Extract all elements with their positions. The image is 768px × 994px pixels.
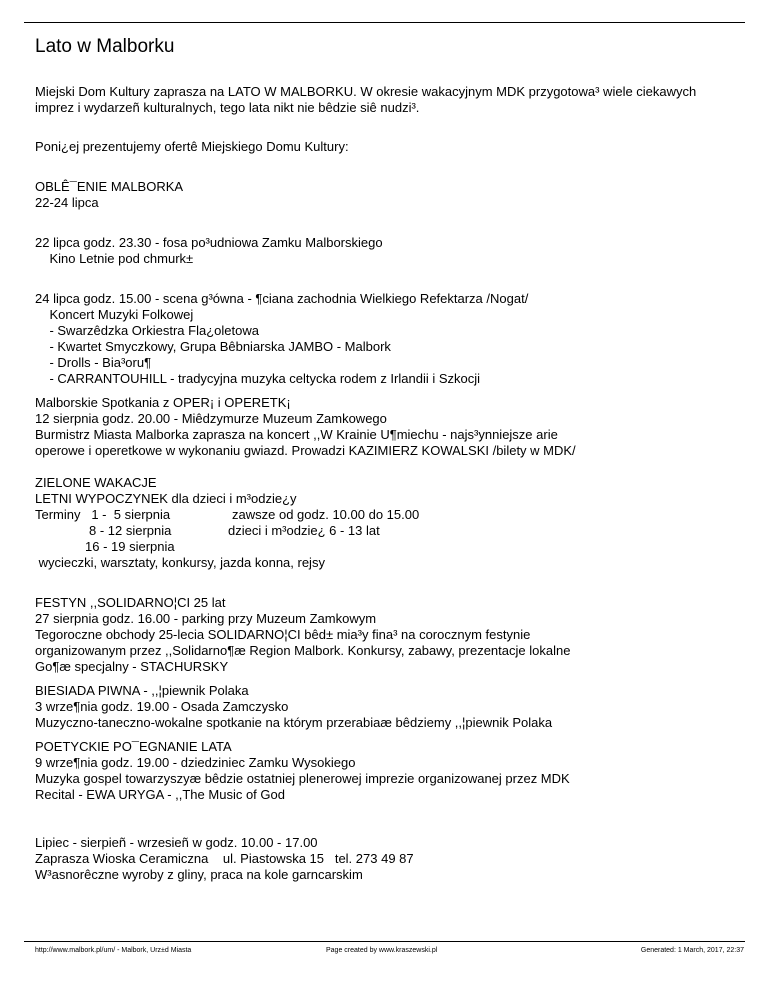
event-line: 27 sierpnia godz. 16.00 - parking przy Muzeum Zamkowym xyxy=(35,611,377,626)
event-line: Tegoroczne obchody 25-lecia SOLIDARNO¦CI bêd± mia³y fina³ na corocznym festynie xyxy=(35,627,531,642)
kino-section xyxy=(35,235,745,267)
event-line: Muzyczno-taneczno-wokalne spotkanie na którym przerabiaæ bêdziemy ,,¦piewnik Polaka xyxy=(35,715,553,730)
event-line: W³asnorêczne wyroby z gliny, praca na kole garncarskim xyxy=(35,867,363,882)
event-line: 3 wrze¶nia godz. 19.00 - Osada Zamczysko xyxy=(35,699,289,714)
event-line: operowe i operetkowe w wykonaniu gwiazd. Prowadzi KAZIMIERZ KOWALSKI /bilety w MDK/ xyxy=(35,443,576,458)
intro-line: imprez i wydarzeñ kulturalnych, tego lata nikt nie bêdzie siê nudzi³. xyxy=(35,100,420,115)
event-line: 9 wrze¶nia godz. 19.00 - dziedziniec Zamku Wysokiego xyxy=(35,755,356,770)
festyn-section xyxy=(35,595,745,675)
footer-source-link[interactable]: http://www.malbork.pl/um/ - Malbork, Urz±d Miasta xyxy=(35,947,192,954)
lead-paragraph xyxy=(35,139,745,155)
lead-line: Poni¿ej prezentujemy ofertê Miejskiego Domu Kultury: xyxy=(35,139,349,154)
opera-section xyxy=(35,395,745,459)
term-dates: 16 - 19 sierpnia xyxy=(85,539,175,554)
event-line: POETYCKIE PO¯EGNANIE LATA xyxy=(35,739,232,754)
event-line: 24 lipca godz. 15.00 - scena g³ówna - ¶ciana zachodnia Wielkiego Refektarza /Nogat/ xyxy=(35,291,529,306)
biesiada-section xyxy=(35,683,745,731)
event-line: organizowanym przez ,,Solidarno¶æ Region Malbork. Konkursy, zabawy, prezentacje lokalne xyxy=(35,643,571,658)
event-line: Burmistrz Miasta Malborka zaprasza na koncert ,,W Krainie U¶miechu - najs³ynniejsze arie xyxy=(35,427,558,442)
performer-item: - Drolls - Bia³oru¶ xyxy=(35,355,152,370)
term-dates: 8 - 12 sierpnia xyxy=(89,523,172,538)
event-line: 22 lipca godz. 23.30 - fosa po³udniowa Zamku Malborskiego xyxy=(35,235,383,250)
zielone-wakacje-section xyxy=(35,475,745,571)
terms-row xyxy=(35,507,745,523)
section-heading: OBLÊ¯ENIE MALBORKA xyxy=(35,179,184,194)
poetyckie-section xyxy=(35,739,745,803)
footer-generated: Generated: 1 March, 2017, 22:37 xyxy=(640,947,744,954)
event-line: Go¶æ specjalny - STACHURSKY xyxy=(35,659,229,674)
terms-row xyxy=(35,539,745,555)
event-line: BIESIADA PIWNA - ,,¦piewnik Polaka xyxy=(35,683,249,698)
event-line: wycieczki, warsztaty, konkursy, jazda konna, rejsy xyxy=(35,555,325,570)
oblezenie-section xyxy=(35,179,745,211)
top-rule xyxy=(24,22,745,23)
intro-line: Miejski Dom Kultury zaprasza na LATO W MALBORKU. W okresie wakacyjnym MDK przygotowa³ wiele ciekawych xyxy=(35,84,697,99)
event-line: 12 sierpnia godz. 20.00 - Miêdzymurze Muzeum Zamkowego xyxy=(35,411,387,426)
event-line: Recital - EWA URYGA - ,,The Music of God xyxy=(35,787,285,802)
performer-item: - CARRANTOUHILL - tradycyjna muzyka celtycka rodem z Irlandii i Szkocji xyxy=(35,371,481,386)
event-line: FESTYN ,,SOLIDARNO¦CI 25 lat xyxy=(35,595,226,610)
page-title: Lato w Malborku xyxy=(35,36,175,57)
event-line: Koncert Muzyki Folkowej xyxy=(35,307,194,322)
footer-credit: Page created by www.kraszewski.pl xyxy=(326,947,438,954)
intro-paragraph xyxy=(35,84,745,116)
event-line: Zaprasza Wioska Ceramiczna ul. Piastowska 15 tel. 273 49 87 xyxy=(35,851,414,866)
wioska-section xyxy=(35,835,745,883)
event-line: LETNI WYPOCZYNEK dla dzieci i m³odzie¿y xyxy=(35,491,297,506)
section-dates: 22-24 lipca xyxy=(35,195,99,210)
event-line: Kino Letnie pod chmurk± xyxy=(35,251,194,266)
event-line: Lipiec - sierpieñ - wrzesieñ w godz. 10.00 - 17.00 xyxy=(35,835,318,850)
event-line: Malborskie Spotkania z OPER¡ i OPERETK¡ xyxy=(35,395,291,410)
terms-info: zawsze od godz. 10.00 do 15.00 xyxy=(232,507,420,522)
event-line: ZIELONE WAKACJE xyxy=(35,475,157,490)
footer-rule xyxy=(24,941,745,942)
folk-concert-section xyxy=(35,291,745,387)
performer-item: - Kwartet Smyczkowy, Grupa Bêbniarska JAMBO - Malbork xyxy=(35,339,391,354)
terms-label: Terminy 1 - 5 sierpnia xyxy=(35,507,171,522)
performer-item: - Swarzêdzka Orkiestra Fla¿oletowa xyxy=(35,323,259,338)
terms-row xyxy=(35,523,745,539)
event-line: Muzyka gospel towarzyszyæ bêdzie ostatniej plenerowej imprezie organizowanej przez MDK xyxy=(35,771,570,786)
term-info: dzieci i m³odzie¿ 6 - 13 lat xyxy=(228,523,380,538)
